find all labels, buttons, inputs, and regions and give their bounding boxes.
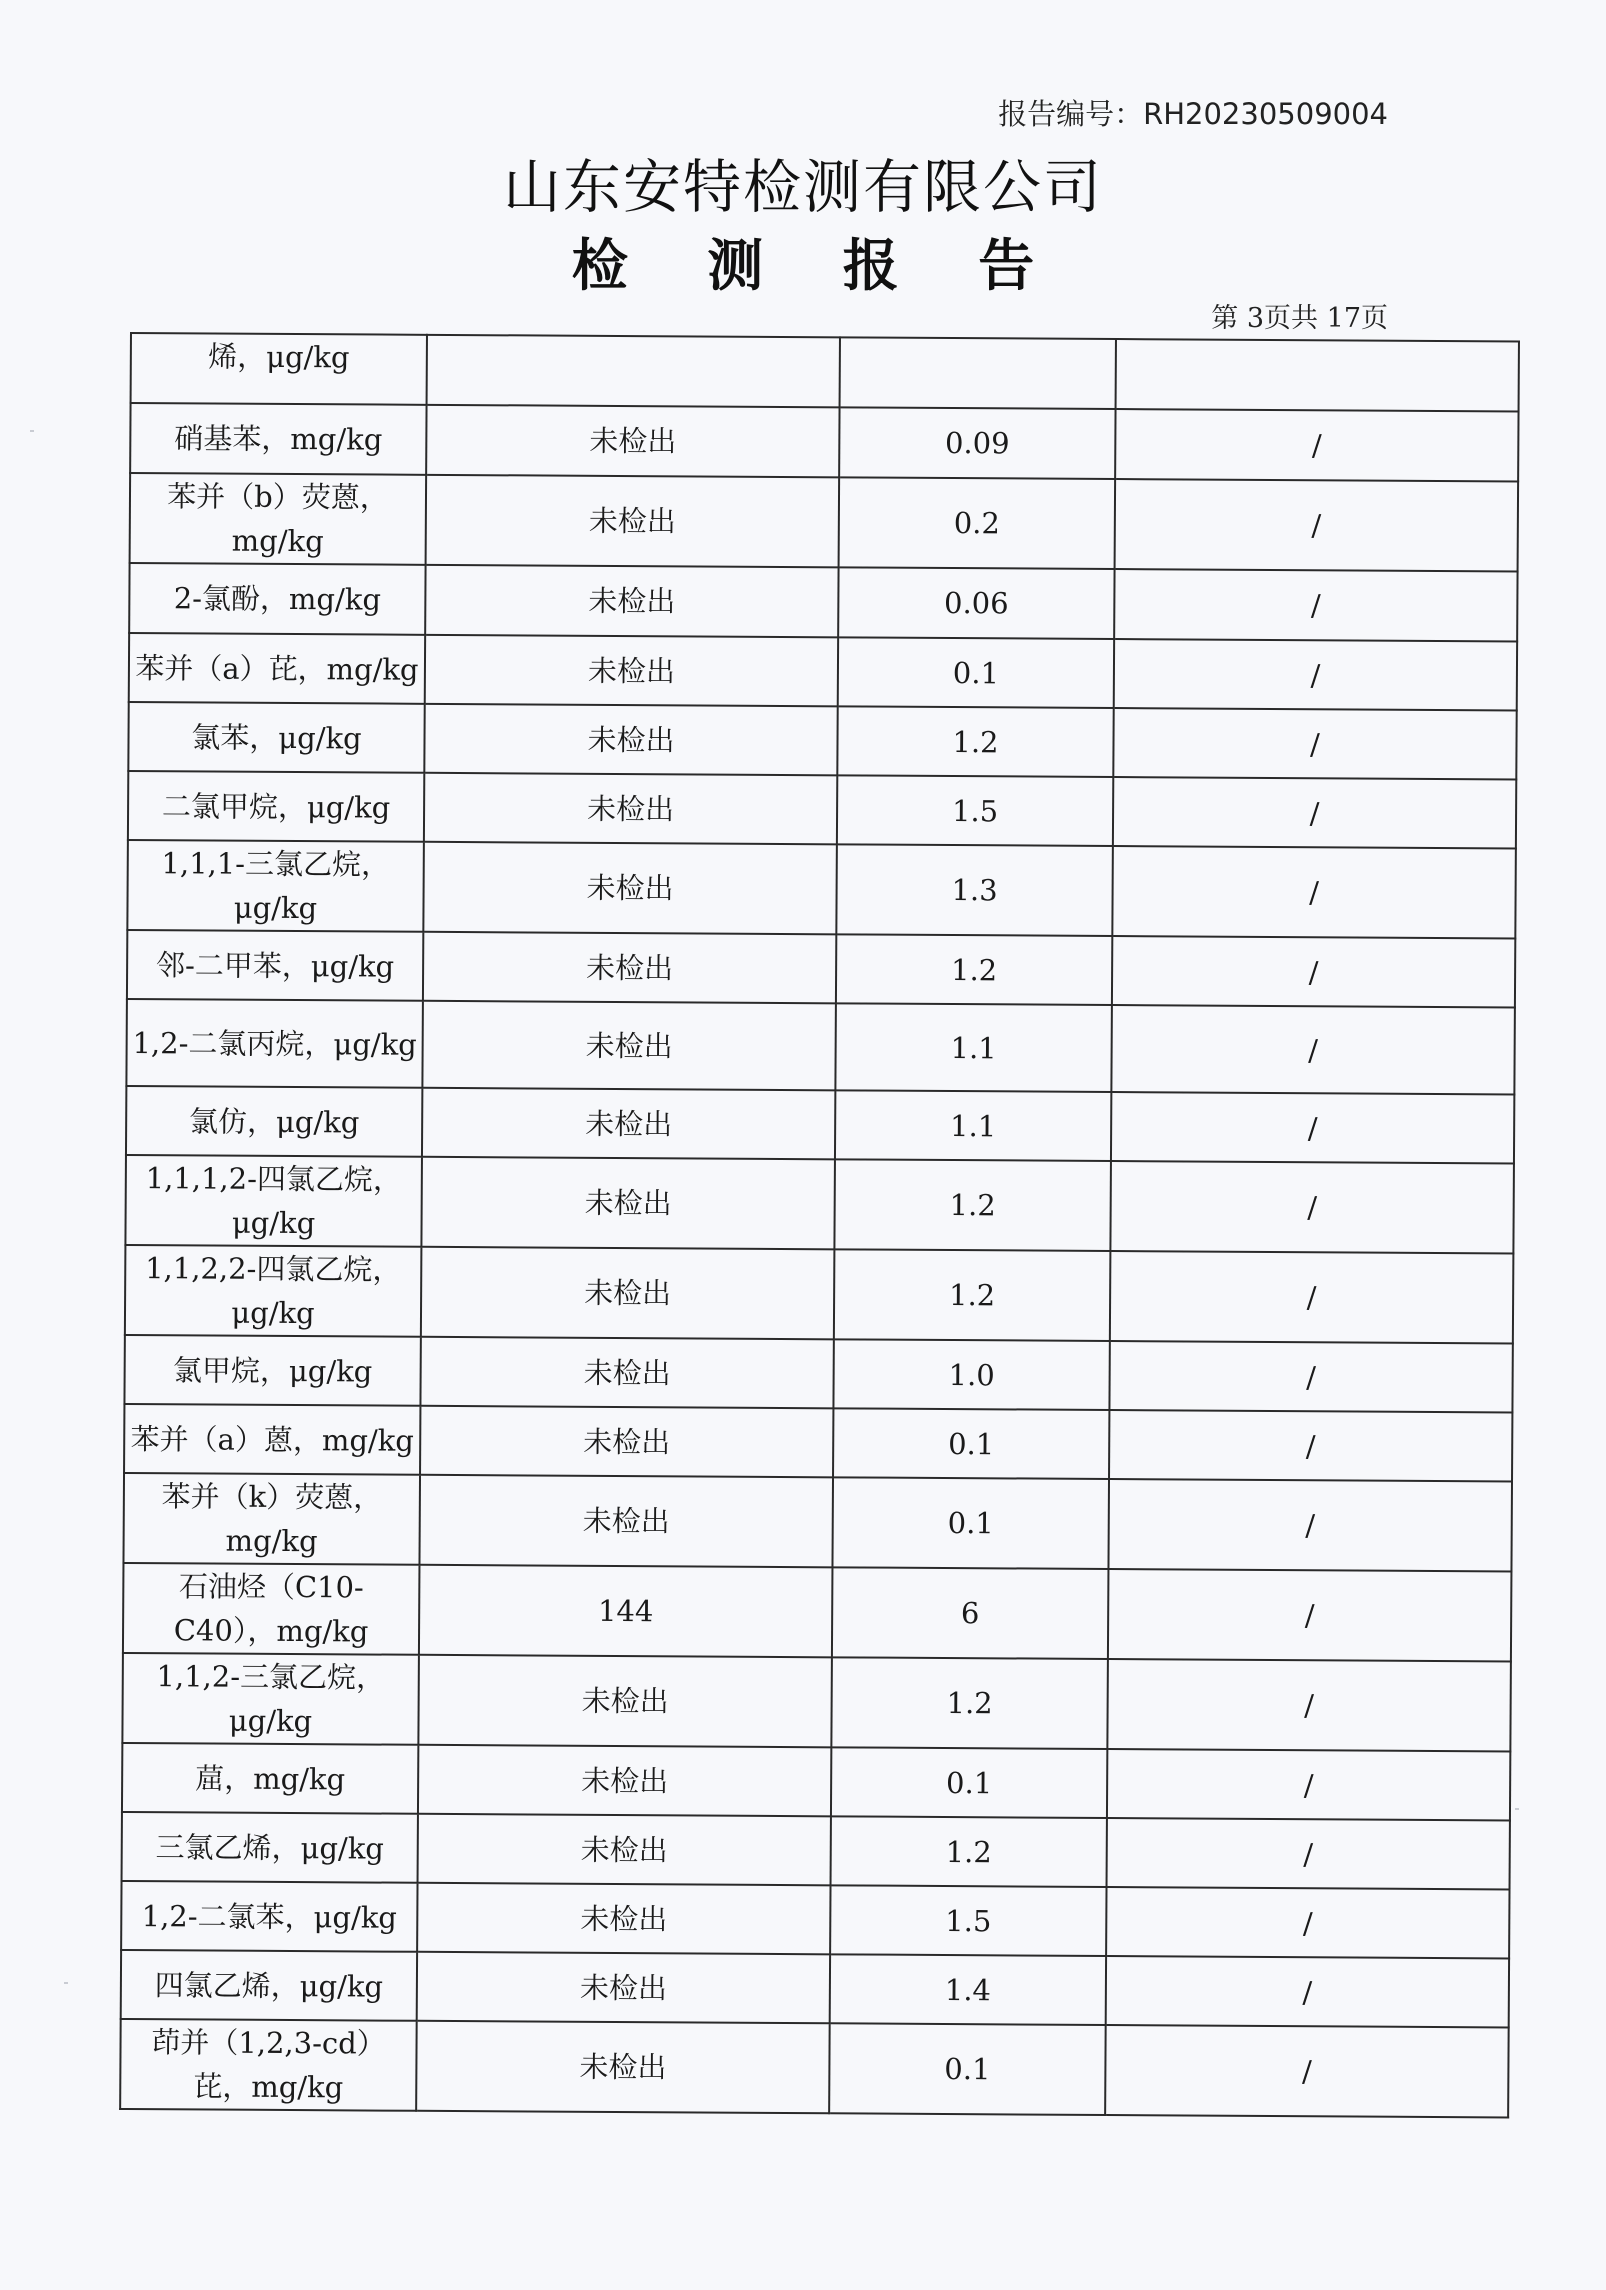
results-table-body bbox=[120, 333, 1519, 2117]
result-cell bbox=[427, 335, 840, 408]
item-cell: 硝基苯，mg/kg bbox=[130, 403, 426, 475]
item-cell: 1,2-二氯丙烷，μg/kg bbox=[126, 999, 423, 1088]
item-cell: 䓛，mg/kg bbox=[122, 1743, 418, 1814]
table-row bbox=[128, 702, 1516, 779]
note-cell: / bbox=[1107, 1659, 1511, 1751]
table-row bbox=[127, 930, 1515, 1007]
table-row bbox=[129, 563, 1517, 641]
note-cell: / bbox=[1106, 1887, 1509, 1958]
result-cell: 未检出 bbox=[421, 1247, 835, 1340]
results-table bbox=[119, 332, 1520, 2118]
item-cell: 氯苯，μg/kg bbox=[128, 702, 424, 773]
result-cell: 未检出 bbox=[424, 704, 837, 776]
item-cell: 1,1,2-三氯乙烷，μg/kg bbox=[122, 1653, 419, 1745]
detection-limit-cell: 0.06 bbox=[838, 567, 1114, 639]
result-cell: 144 bbox=[419, 1565, 833, 1658]
result-cell: 未检出 bbox=[416, 2021, 830, 2114]
note-cell bbox=[1116, 339, 1519, 411]
table-row bbox=[130, 403, 1518, 481]
table-row bbox=[125, 1155, 1514, 1253]
detection-limit-cell: 1.4 bbox=[830, 1954, 1106, 2025]
detection-limit-cell: 0.09 bbox=[839, 407, 1115, 479]
item-cell: 四氯乙烯，μg/kg bbox=[121, 1950, 417, 2021]
item-cell: 三氯乙烯，μg/kg bbox=[122, 1812, 418, 1883]
note-cell: / bbox=[1106, 1956, 1509, 2027]
note-cell: / bbox=[1109, 1410, 1512, 1481]
result-cell: 未检出 bbox=[424, 773, 837, 845]
table-row bbox=[125, 1245, 1514, 1343]
detection-limit-cell: 1.5 bbox=[830, 1885, 1106, 1956]
note-cell: / bbox=[1108, 1569, 1512, 1661]
table-row bbox=[122, 1653, 1511, 1751]
item-cell: 茚并（1,2,3-cd）芘，mg/kg bbox=[120, 2019, 417, 2111]
note-cell: / bbox=[1115, 409, 1518, 481]
item-cell: 2-氯酚，mg/kg bbox=[129, 563, 425, 635]
item-cell: 1,1,2,2-四氯乙烷，μg/kg bbox=[125, 1245, 422, 1337]
detection-limit-cell: 0.1 bbox=[832, 1477, 1109, 1569]
result-cell: 未检出 bbox=[417, 1952, 830, 2024]
note-cell: / bbox=[1113, 708, 1516, 779]
result-cell: 未检出 bbox=[418, 1745, 831, 1817]
result-cell: 未检出 bbox=[426, 405, 839, 478]
table-row bbox=[121, 1881, 1509, 1958]
scan-speck bbox=[1515, 1808, 1519, 1810]
result-cell: 未检出 bbox=[423, 932, 836, 1004]
table-row bbox=[124, 1335, 1512, 1412]
result-cell: 未检出 bbox=[420, 1406, 833, 1478]
table-row bbox=[123, 1563, 1512, 1661]
note-cell: / bbox=[1113, 777, 1516, 848]
item-cell: 苯并（a）蒽，mg/kg bbox=[124, 1404, 420, 1475]
result-cell: 未检出 bbox=[425, 635, 838, 707]
table-row bbox=[122, 1812, 1510, 1889]
detection-limit-cell: 1.2 bbox=[837, 706, 1113, 777]
detection-limit-cell: 1.5 bbox=[837, 775, 1113, 846]
item-cell: 二氯甲烷，μg/kg bbox=[128, 771, 424, 842]
table-row bbox=[128, 771, 1516, 848]
note-cell: / bbox=[1111, 1092, 1514, 1163]
item-cell: 1,1,1-三氯乙烷，μg/kg bbox=[127, 840, 424, 932]
result-cell: 未检出 bbox=[425, 565, 838, 638]
detection-limit-cell: 1.1 bbox=[835, 1090, 1111, 1161]
company-name: 山东安特检测有限公司 bbox=[502, 153, 1103, 221]
item-cell: 烯，μg/kg bbox=[131, 333, 427, 405]
item-cell: 氯甲烷，μg/kg bbox=[124, 1335, 420, 1406]
detection-limit-cell: 1.2 bbox=[831, 1657, 1108, 1749]
item-cell: 苯并（a）芘，mg/kg bbox=[129, 633, 425, 704]
result-cell: 未检出 bbox=[422, 1088, 835, 1160]
result-cell: 未检出 bbox=[418, 1655, 832, 1748]
note-cell: / bbox=[1111, 1005, 1515, 1094]
table-row bbox=[124, 1404, 1512, 1481]
note-cell: / bbox=[1114, 639, 1517, 710]
result-cell: 未检出 bbox=[421, 1157, 835, 1250]
document-title: 检 测 报 告 bbox=[571, 234, 1065, 299]
note-cell: / bbox=[1112, 936, 1515, 1007]
table-row bbox=[122, 1743, 1510, 1820]
detection-limit-cell: 1.2 bbox=[831, 1816, 1107, 1887]
table-row bbox=[126, 1086, 1514, 1163]
detection-limit-cell: 1.2 bbox=[834, 1249, 1111, 1341]
result-cell: 未检出 bbox=[418, 1814, 831, 1886]
detection-limit-cell: 1.2 bbox=[834, 1159, 1111, 1251]
note-cell: / bbox=[1110, 1161, 1514, 1253]
table-row bbox=[120, 2019, 1509, 2117]
note-cell: / bbox=[1110, 1251, 1514, 1343]
item-cell: 石油烃（C10-C40），mg/kg bbox=[123, 1563, 420, 1655]
detection-limit-cell: 1.2 bbox=[836, 934, 1112, 1005]
detection-limit-cell: 0.2 bbox=[839, 477, 1116, 569]
result-cell: 未检出 bbox=[417, 1883, 830, 1955]
detection-limit-cell: 0.1 bbox=[829, 2023, 1106, 2115]
item-cell: 1,2-二氯苯，μg/kg bbox=[121, 1881, 417, 1952]
result-cell: 未检出 bbox=[420, 1337, 833, 1409]
detection-limit-cell: 6 bbox=[832, 1567, 1109, 1659]
item-cell: 1,1,1,2-四氯乙烷，μg/kg bbox=[125, 1155, 422, 1247]
table-row bbox=[127, 840, 1516, 938]
page-indicator: 第 3页共 17页 bbox=[1211, 303, 1388, 334]
item-cell: 邻-二甲苯，μg/kg bbox=[127, 930, 423, 1001]
result-cell: 未检出 bbox=[426, 475, 840, 568]
note-cell: / bbox=[1115, 479, 1519, 571]
result-cell: 未检出 bbox=[423, 842, 837, 935]
note-cell: / bbox=[1107, 1749, 1510, 1820]
table-row bbox=[123, 1473, 1512, 1571]
table-row bbox=[131, 333, 1519, 411]
table-row bbox=[121, 1950, 1509, 2027]
detection-limit-cell: 0.1 bbox=[831, 1747, 1107, 1818]
item-cell: 苯并（b）荧蒽，mg/kg bbox=[130, 473, 427, 565]
note-cell: / bbox=[1105, 2025, 1509, 2117]
table-row bbox=[126, 999, 1515, 1094]
detection-limit-cell: 1.1 bbox=[835, 1003, 1112, 1092]
scan-speck bbox=[30, 430, 34, 432]
detection-limit-cell: 0.1 bbox=[833, 1408, 1109, 1479]
report-number: 报告编号：RH20230509004 bbox=[998, 97, 1388, 131]
detection-limit-cell: 1.3 bbox=[836, 844, 1113, 936]
detection-limit-cell bbox=[840, 337, 1116, 409]
item-cell: 苯并（k）荧蒽，mg/kg bbox=[123, 1473, 420, 1565]
table-row bbox=[130, 473, 1519, 571]
result-cell: 未检出 bbox=[419, 1475, 833, 1568]
scan-speck bbox=[64, 1982, 68, 1984]
note-cell: / bbox=[1107, 1818, 1510, 1889]
note-cell: / bbox=[1112, 846, 1516, 938]
item-cell: 氯仿，μg/kg bbox=[126, 1086, 422, 1157]
detection-limit-cell: 0.1 bbox=[838, 637, 1114, 708]
note-cell: / bbox=[1108, 1479, 1512, 1571]
note-cell: / bbox=[1114, 569, 1517, 641]
note-cell: / bbox=[1109, 1341, 1512, 1412]
result-cell: 未检出 bbox=[422, 1001, 836, 1091]
table-row bbox=[129, 633, 1517, 710]
detection-limit-cell: 1.0 bbox=[833, 1339, 1109, 1410]
